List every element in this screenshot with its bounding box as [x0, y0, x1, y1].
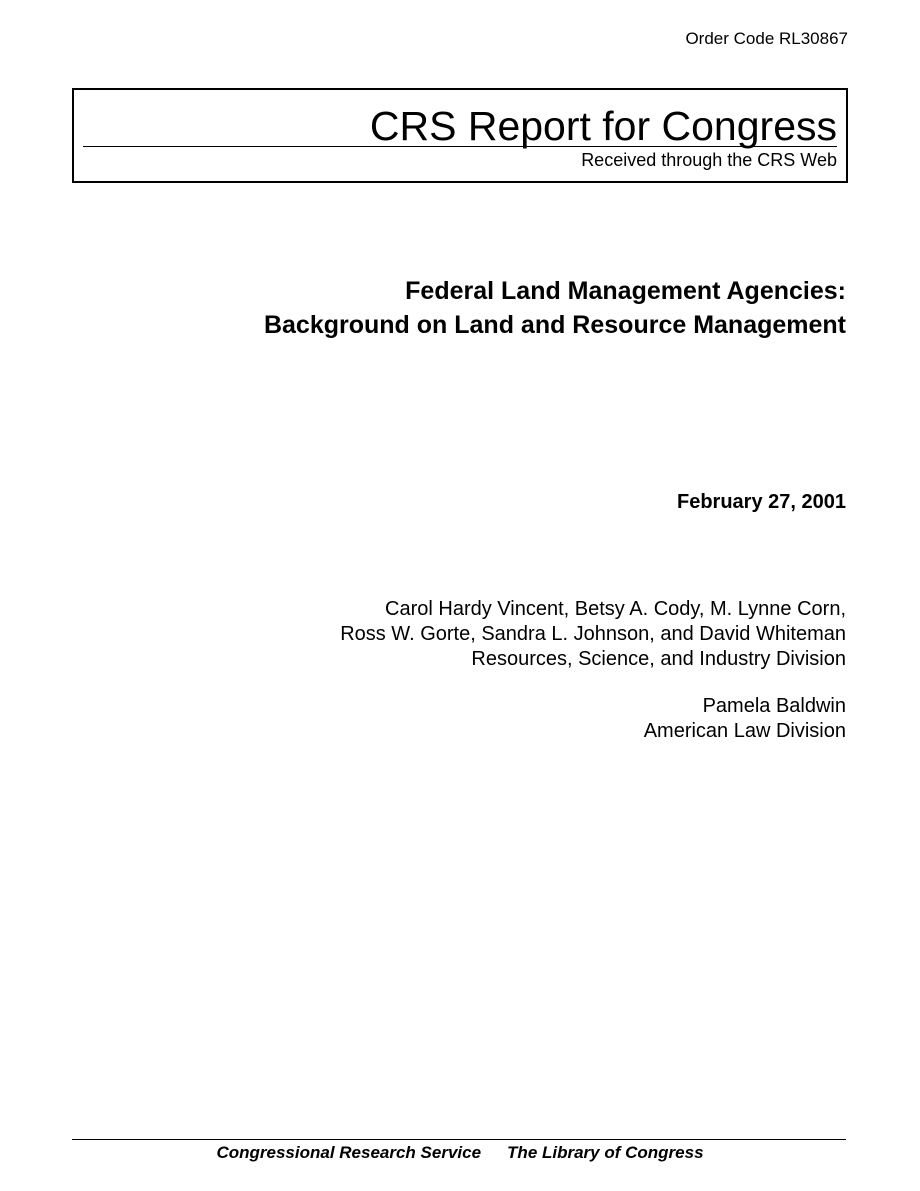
report-series-title: CRS Report for Congress	[369, 103, 837, 149]
report-title-line-2: Background on Land and Resource Management	[263, 311, 846, 339]
report-title-line-1: Federal Land Management Agencies:	[405, 277, 846, 305]
authors-group-1	[340, 597, 846, 672]
footer-divider	[72, 1139, 846, 1140]
authors-line-2: Ross W. Gorte, Sandra L. Johnson, and David Whiteman	[340, 623, 846, 645]
authors-division-1: Resources, Science, and Industry Division	[471, 648, 846, 670]
authors-group-2	[644, 694, 846, 744]
header-divider	[83, 146, 837, 147]
report-date: February 27, 2001	[677, 491, 846, 513]
order-code: Order Code RL30867	[685, 29, 848, 48]
report-series-subtitle: Received through the CRS Web	[581, 150, 837, 170]
report-title	[264, 274, 846, 342]
authors-division-2: American Law Division	[643, 720, 846, 742]
report-header-box	[72, 88, 848, 183]
author-name-2: Pamela Baldwin	[702, 695, 846, 717]
authors-line-1: Carol Hardy Vincent, Betsy A. Cody, M. Lynne Corn,	[385, 598, 846, 620]
footer	[0, 1143, 920, 1163]
footer-organization: Congressional Research Service	[216, 1143, 482, 1162]
footer-library: The Library of Congress	[507, 1143, 704, 1162]
